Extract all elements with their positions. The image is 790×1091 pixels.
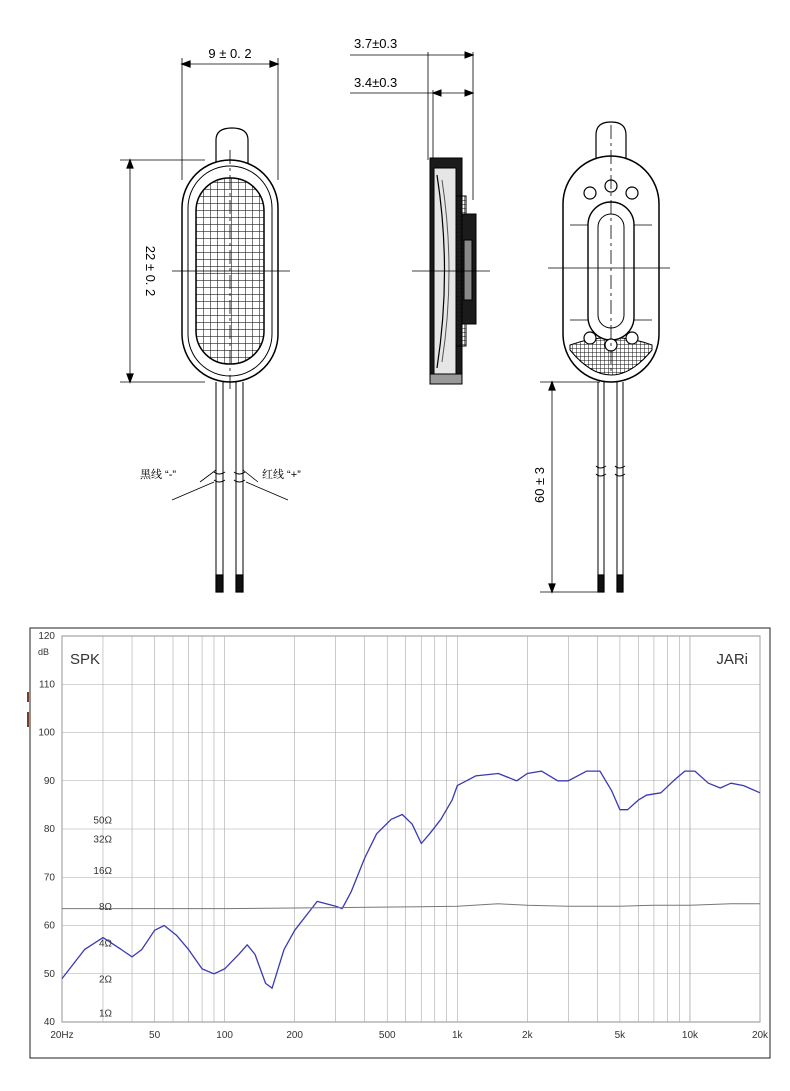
frequency-tick-label: 5k (614, 1030, 626, 1041)
brand-left: SPK (70, 651, 101, 668)
frequency-tick-label: 2k (522, 1030, 533, 1041)
impedance-tick-label: 4Ω (98, 938, 112, 950)
frequency-tick-label: 20Hz (50, 1030, 74, 1041)
total-thickness-dimension: 3.7±0.3 (354, 36, 398, 51)
db-tick-label: 100 (38, 727, 55, 739)
db-tick-label: 40 (43, 1017, 55, 1028)
frequency-tick-label: 200 (286, 1030, 304, 1041)
height-dimension: 22 ± 0. 2 (143, 245, 158, 297)
frequency-tick-label: 20k (751, 1030, 769, 1041)
frequency-tick-label: 100 (216, 1030, 233, 1041)
width-dimension: 9 ± 0. 2 (208, 46, 252, 61)
red-wire-label: 红线 “+” (262, 469, 301, 481)
impedance-tick-label: 2Ω (98, 974, 112, 986)
back-view (540, 122, 670, 592)
frequency-tick-label: 1k (452, 1030, 463, 1041)
db-tick-label: 110 (39, 679, 55, 691)
impedance-tick-label: 32Ω (93, 834, 112, 846)
db-tick-label: 80 (43, 824, 55, 835)
impedance-tick-label: 50Ω (93, 815, 112, 827)
frequency-response-chart (0, 622, 790, 1091)
impedance-tick-label: 1Ω (98, 1008, 112, 1020)
body-thickness-dimension: 3.4±0.3 (354, 75, 398, 90)
frequency-tick-label: 10k (681, 1030, 699, 1041)
db-tick-label: 60 (43, 920, 55, 932)
frequency-tick-label: 50 (149, 1030, 161, 1041)
db-unit-label: dB (38, 647, 50, 657)
frequency-tick-label: 500 (378, 1030, 396, 1041)
side-view (350, 52, 490, 384)
black-wire-label: 黑线 “-” (140, 469, 177, 481)
impedance-tick-label: 16Ω (93, 866, 112, 878)
front-view (120, 58, 290, 592)
db-tick-label: 90 (43, 775, 55, 787)
db-tick-label: 120 (38, 631, 55, 642)
impedance-tick-label: 8Ω (98, 902, 112, 914)
db-tick-label: 70 (43, 872, 55, 884)
lead-length-dimension: 60 ± 3 (532, 466, 547, 504)
db-tick-label: 50 (43, 968, 55, 980)
brand-right: JARi (716, 651, 748, 668)
